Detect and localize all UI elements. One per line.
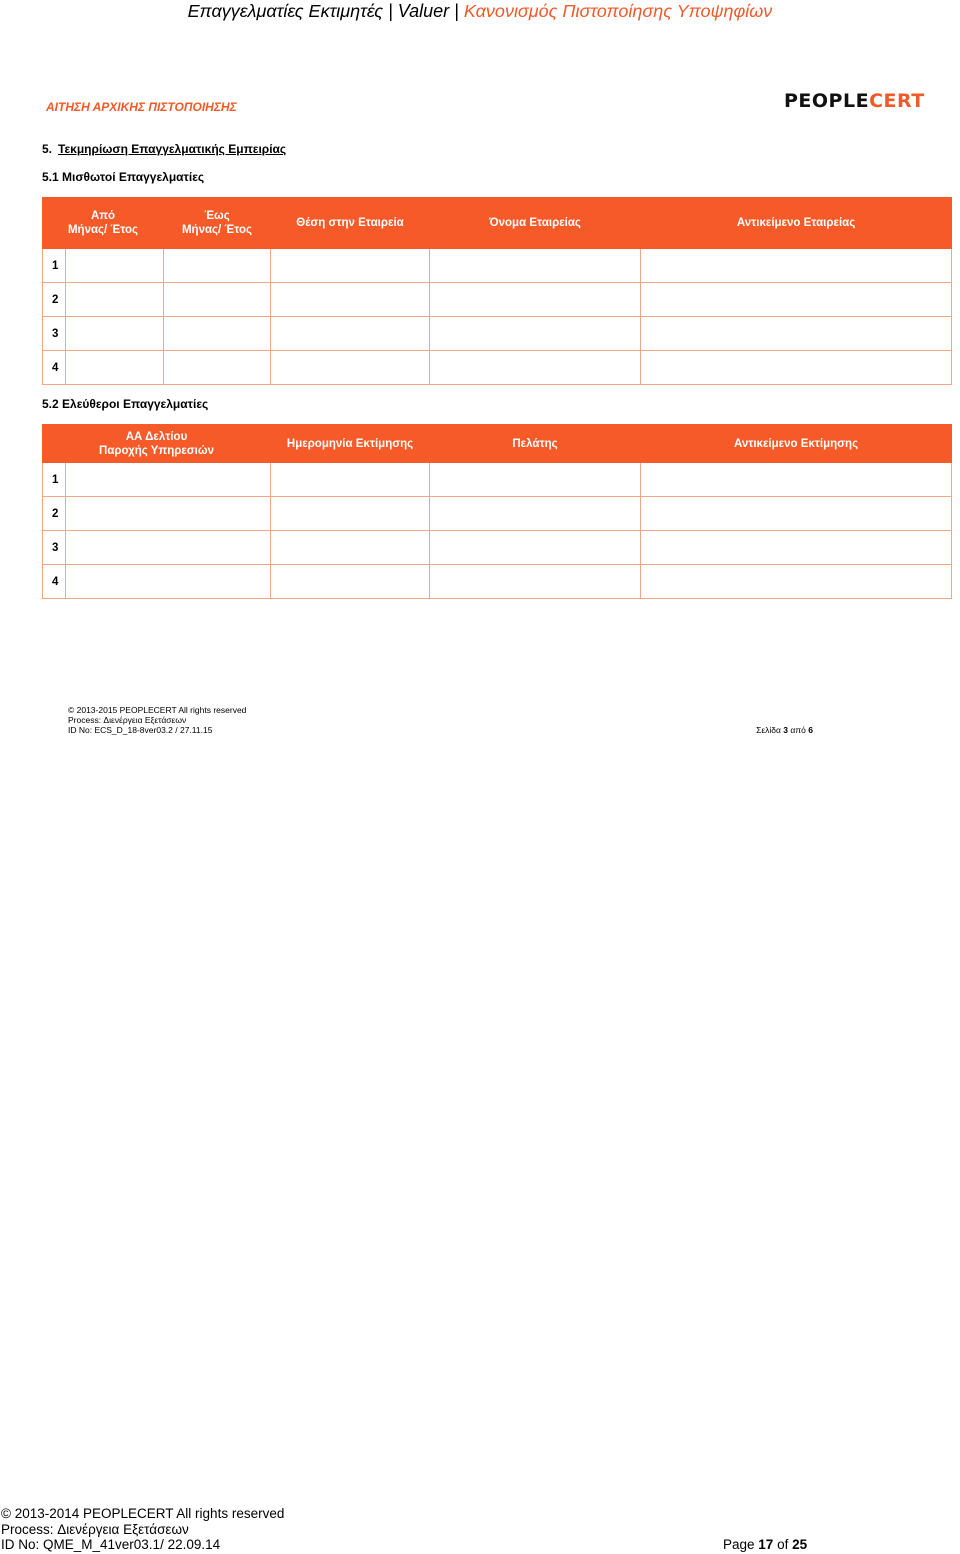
embedded-id: ID No: ECS_D_18-8ver03.2 / 27.11.15 [68,725,213,735]
col-company: Όνομα Εταιρείας [430,198,641,249]
position-cell[interactable] [271,283,430,317]
to-cell[interactable] [164,283,271,317]
from-cell[interactable] [66,283,164,317]
table-row [43,531,952,565]
footer-page-number: Page 17 of 25 [723,1537,808,1552]
date-cell[interactable] [271,497,430,531]
position-cell[interactable] [271,351,430,385]
row-number: 2 [43,497,66,531]
invoice-cell[interactable] [66,531,271,565]
page-footer [1,1506,821,1553]
client-cell[interactable] [430,565,641,599]
peoplecert-logo [784,90,925,112]
header-valuer: Valuer [397,1,450,21]
invoice-cell[interactable] [66,463,271,497]
header-separator: | [388,1,393,21]
section-number: 5. [42,142,53,156]
header-title: Επαγγελματίες Εκτιμητές [187,1,384,21]
embedded-page-number: Σελίδα 3 από 6 [756,725,813,735]
section-heading [42,142,286,156]
col-valuation-date: Ημερομηνία Εκτίμησης [271,425,430,463]
object-cell[interactable] [641,317,952,351]
embedded-page-footer [68,705,813,735]
date-cell[interactable] [271,463,430,497]
from-cell[interactable] [66,249,164,283]
logo-part-people: PEOPLE [784,90,870,112]
embedded-process: Process: Διενέργεια Εξετάσεων [68,715,187,725]
document-header [0,0,960,22]
table-row [43,317,952,351]
employed-heading: 5.1 Μισθωτοί Επαγγελματίες [42,170,205,184]
to-cell[interactable] [164,249,271,283]
table-row [43,565,952,599]
invoice-cell[interactable] [66,497,271,531]
embedded-copyright: © 2013-2015 PEOPLECERT All rights reserved [68,705,247,715]
footer-process: Process: Διενέργεια Εξετάσεων [1,1521,189,1537]
footer-id: ID No: QME_M_41ver03.1/ 22.09.14 [1,1537,221,1552]
row-number: 1 [43,249,66,283]
table-row [43,249,952,283]
object-cell[interactable] [641,463,952,497]
object-cell[interactable] [641,531,952,565]
company-cell[interactable] [430,249,641,283]
table-row [43,351,952,385]
section-title: Τεκμηρίωση Επαγγελματικής Εμπειρίας [58,142,287,156]
col-valuation-object: Αντικείμενο Εκτίμησης [641,425,952,463]
table-row [43,463,952,497]
table-row [43,497,952,531]
employed-header-row [43,198,952,249]
company-cell[interactable] [430,351,641,385]
row-number: 2 [43,283,66,317]
from-cell[interactable] [66,317,164,351]
col-from: Από Μήνας/ Έτος [43,198,164,249]
object-cell[interactable] [641,565,952,599]
to-cell[interactable] [164,317,271,351]
object-cell[interactable] [641,283,952,317]
col-position: Θέση στην Εταιρεία [271,198,430,249]
from-cell[interactable] [66,351,164,385]
object-cell[interactable] [641,249,952,283]
position-cell[interactable] [271,249,430,283]
to-cell[interactable] [164,351,271,385]
position-cell[interactable] [271,317,430,351]
table-row [43,283,952,317]
row-number: 4 [43,565,66,599]
header-separator-2: | [454,1,459,21]
freelance-heading: 5.2 Ελεύθεροι Επαγγελματίες [42,397,209,411]
company-cell[interactable] [430,317,641,351]
col-company-object: Αντικείμενο Εταιρείας [641,198,952,249]
row-number: 3 [43,531,66,565]
client-cell[interactable] [430,531,641,565]
header-regulation: Κανονισμός Πιστοποίησης Υποψηφίων [463,1,773,21]
object-cell[interactable] [641,351,952,385]
company-cell[interactable] [430,283,641,317]
date-cell[interactable] [271,565,430,599]
col-invoice-number: ΑΑ Δελτίου Παροχής Υπηρεσιών [43,425,271,463]
date-cell[interactable] [271,531,430,565]
client-cell[interactable] [430,497,641,531]
logo-part-cert: CERT [869,90,925,112]
employed-table [42,197,952,385]
invoice-cell[interactable] [66,565,271,599]
footer-copyright: © 2013-2014 PEOPLECERT All rights reserved [1,1506,285,1521]
object-cell[interactable] [641,497,952,531]
freelance-header-row [43,425,952,463]
col-to: Έως Μήνας/ Έτος [164,198,271,249]
form-title: ΑΙΤΗΣΗ ΑΡΧΙΚΗΣ ΠΙΣΤΟΠΟΙΗΣΗΣ [46,100,237,114]
row-number: 1 [43,463,66,497]
client-cell[interactable] [430,463,641,497]
row-number: 3 [43,317,66,351]
row-number: 4 [43,351,66,385]
col-client: Πελάτης [430,425,641,463]
freelance-table [42,424,952,599]
